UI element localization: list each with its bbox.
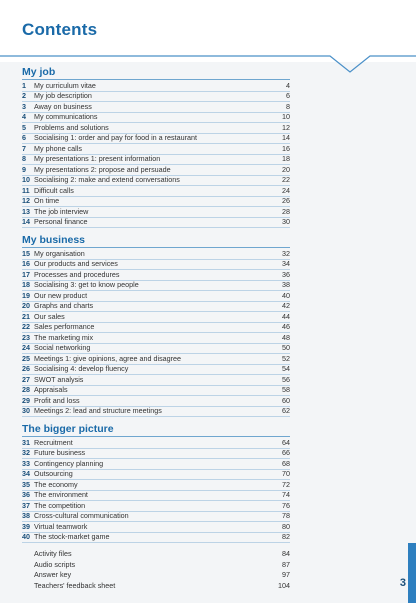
toc-entry (22, 260, 290, 271)
entry-title: Meetings 2: lead and structure meetings (34, 406, 162, 415)
entry-page: 14 (282, 133, 290, 142)
section-list (22, 249, 290, 417)
entry-title: The marketing mix (34, 332, 94, 342)
entry-title: Socialising 4: develop fluency (34, 364, 129, 373)
toc-entry (22, 459, 290, 470)
toc-entry (22, 333, 290, 344)
entry-title: My presentations 1: present information (34, 154, 161, 163)
toc-entry (22, 512, 290, 523)
entry-number: 40 (22, 532, 30, 541)
entry-number: 39 (22, 521, 30, 531)
section-heading: My business (22, 232, 290, 248)
entry-page: 20 (282, 164, 290, 174)
section-list (22, 438, 290, 543)
entry-page: 36 (282, 269, 290, 279)
entry-page: 24 (282, 185, 290, 195)
entry-page: 72 (282, 479, 290, 489)
entry-page: 22 (282, 175, 290, 184)
entry-number: 15 (22, 248, 30, 258)
toc-entry (22, 249, 290, 260)
entry-number: 14 (22, 217, 30, 226)
toc-entry (22, 155, 290, 166)
entry-title: My phone calls (34, 143, 82, 153)
entry-page: 48 (282, 332, 290, 342)
section-heading: The bigger picture (22, 421, 290, 437)
entry-title: The competition (34, 500, 86, 510)
entry-page: 97 (282, 570, 290, 579)
entry-page: 104 (278, 580, 290, 590)
entry-page: 32 (282, 248, 290, 258)
entry-title: Outsourcing (34, 469, 73, 478)
entry-page: 76 (282, 500, 290, 510)
entry-number: 26 (22, 364, 30, 373)
entry-number: 3 (22, 101, 26, 111)
entry-number: 29 (22, 395, 30, 405)
entry-page: 68 (282, 458, 290, 468)
entry-title: Away on business (34, 101, 92, 111)
page-title: Contents (22, 20, 98, 39)
toc-section (22, 421, 290, 543)
entry-title: My job description (34, 91, 92, 100)
entry-title: Appraisals (34, 385, 68, 394)
entry-title: My organisation (34, 248, 85, 258)
entry-title: Our products and services (34, 259, 118, 268)
entry-number: 10 (22, 175, 30, 184)
entry-title: Our sales (34, 311, 65, 321)
entry-page: 44 (282, 311, 290, 321)
entry-page: 84 (282, 549, 290, 558)
corner-tab (408, 543, 416, 603)
entry-title: The job interview (34, 206, 89, 216)
entry-page: 52 (282, 353, 290, 363)
entry-page: 62 (282, 406, 290, 415)
entry-page: 46 (282, 322, 290, 331)
entry-page: 38 (282, 280, 290, 289)
entry-number: 6 (22, 133, 26, 142)
toc-entry (22, 270, 290, 281)
toc-entry (22, 302, 290, 313)
entry-title: Difficult calls (34, 185, 74, 195)
entry-title: Social networking (34, 343, 91, 352)
entry-title: Our new product (34, 290, 88, 300)
entry-title: The environment (34, 490, 88, 499)
entry-title: Personal finance (34, 217, 88, 226)
entry-page: 60 (282, 395, 290, 405)
toc-entry (22, 81, 290, 92)
entry-page: 6 (286, 91, 290, 100)
entry-title: Problems and solutions (34, 122, 109, 132)
toc-entry (22, 186, 290, 197)
appendix-list (22, 549, 290, 591)
entry-title: SWOT analysis (34, 374, 84, 384)
entry-number: 22 (22, 322, 30, 331)
entry-title: Profit and loss (34, 395, 80, 405)
entry-number: 34 (22, 469, 30, 478)
entry-page: 10 (282, 112, 290, 121)
entry-title: My communications (34, 112, 98, 121)
toc-entry (22, 144, 290, 155)
toc-entry (22, 522, 290, 533)
entry-title: Socialising 3: get to know people (34, 280, 139, 289)
entry-number: 32 (22, 448, 30, 457)
entry-page: 82 (282, 532, 290, 541)
entry-title: Socialising 2: make and extend conversations (34, 175, 180, 184)
entry-title: Answer key (34, 570, 72, 579)
entry-title: The stock-market game (34, 532, 110, 541)
entry-page: 74 (282, 490, 290, 499)
toc-entry (22, 312, 290, 323)
entry-number: 4 (22, 112, 26, 121)
entry-number: 35 (22, 479, 30, 489)
entry-title: Meetings 1: give opinions, agree and disagree (34, 353, 182, 363)
entry-page: 78 (282, 511, 290, 520)
entry-page: 18 (282, 154, 290, 163)
toc-entry (22, 123, 290, 134)
toc-entry (22, 344, 290, 355)
entry-title: Virtual teamwork (34, 521, 88, 531)
entry-number: 20 (22, 301, 30, 310)
toc-entry (22, 501, 290, 512)
toc-entry (22, 396, 290, 407)
entry-page: 26 (282, 196, 290, 205)
entry-number: 24 (22, 343, 30, 352)
entry-number: 11 (22, 185, 30, 195)
toc-entry (22, 480, 290, 491)
entry-number: 31 (22, 437, 30, 447)
entry-number: 7 (22, 143, 26, 153)
entry-number: 13 (22, 206, 30, 216)
toc (22, 64, 290, 591)
toc-entry (22, 449, 290, 460)
toc-entry (22, 470, 290, 481)
entry-number: 9 (22, 164, 26, 174)
entry-page: 58 (282, 385, 290, 394)
entry-number: 18 (22, 280, 30, 289)
entry-page: 42 (282, 301, 290, 310)
toc-entry (22, 92, 290, 103)
toc-entry (22, 134, 290, 145)
page-number: 3 (399, 577, 406, 589)
entry-page: 80 (282, 521, 290, 531)
toc-entry (22, 375, 290, 386)
entry-number: 21 (22, 311, 30, 321)
entry-number: 16 (22, 259, 30, 268)
toc-entry (22, 533, 290, 544)
entry-number: 23 (22, 332, 30, 342)
toc-entry (22, 365, 290, 376)
toc-entry (22, 386, 290, 397)
toc-entry (22, 291, 290, 302)
entry-number: 2 (22, 91, 26, 100)
entry-page: 64 (282, 437, 290, 447)
entry-page: 4 (286, 80, 290, 90)
entry-page: 30 (282, 217, 290, 226)
entry-page: 70 (282, 469, 290, 478)
entry-page: 50 (282, 343, 290, 352)
toc-entry (22, 549, 290, 560)
entry-number: 8 (22, 154, 26, 163)
entry-number: 19 (22, 290, 30, 300)
entry-page: 8 (286, 101, 290, 111)
entry-title: Recruitment (34, 437, 73, 447)
toc-section (22, 232, 290, 417)
entry-title: Cross-cultural communication (34, 511, 129, 520)
section-heading: My job (22, 64, 290, 80)
entry-title: Graphs and charts (34, 301, 94, 310)
toc-section (22, 64, 290, 228)
entry-number: 17 (22, 269, 30, 279)
toc-entry (22, 407, 290, 418)
entry-number: 5 (22, 122, 26, 132)
toc-entry (22, 323, 290, 334)
entry-title: Audio scripts (34, 559, 76, 569)
entry-page: 28 (282, 206, 290, 216)
entry-number: 37 (22, 500, 30, 510)
entry-number: 27 (22, 374, 30, 384)
entry-page: 66 (282, 448, 290, 457)
toc-entry (22, 281, 290, 292)
section-list (22, 81, 290, 228)
toc-entry (22, 581, 290, 592)
entry-title: On time (34, 196, 60, 205)
toc-entry (22, 560, 290, 571)
entry-page: 87 (282, 559, 290, 569)
toc-entry (22, 570, 290, 581)
entry-number: 33 (22, 458, 30, 468)
toc-entry (22, 354, 290, 365)
toc-entry (22, 438, 290, 449)
toc-entry (22, 102, 290, 113)
entry-number: 25 (22, 353, 30, 363)
entry-number: 30 (22, 406, 30, 415)
toc-entry (22, 176, 290, 187)
toc-entry (22, 491, 290, 502)
entry-page: 34 (282, 259, 290, 268)
toc-entry (22, 207, 290, 218)
toc-entry (22, 197, 290, 208)
entry-title: Teachers' feedback sheet (34, 580, 116, 590)
entry-number: 1 (22, 80, 26, 90)
entry-page: 12 (282, 122, 290, 132)
entry-number: 12 (22, 196, 30, 205)
entry-page: 56 (282, 374, 290, 384)
entry-title: Contingency planning (34, 458, 104, 468)
entry-title: Activity files (34, 549, 72, 558)
toc-entry (22, 218, 290, 229)
toc-entry (22, 165, 290, 176)
entry-title: My presentations 2: propose and persuade (34, 164, 171, 174)
entry-title: Future business (34, 448, 86, 457)
entry-number: 28 (22, 385, 30, 394)
entry-title: My curriculum vitae (34, 80, 96, 90)
entry-title: The economy (34, 479, 78, 489)
entry-number: 36 (22, 490, 30, 499)
entry-page: 16 (282, 143, 290, 153)
entry-title: Processes and procedures (34, 269, 120, 279)
entry-page: 40 (282, 290, 290, 300)
entry-number: 38 (22, 511, 30, 520)
entry-title: Sales performance (34, 322, 95, 331)
toc-entry (22, 113, 290, 124)
entry-page: 54 (282, 364, 290, 373)
entry-title: Socialising 1: order and pay for food in a restaurant (34, 133, 198, 142)
